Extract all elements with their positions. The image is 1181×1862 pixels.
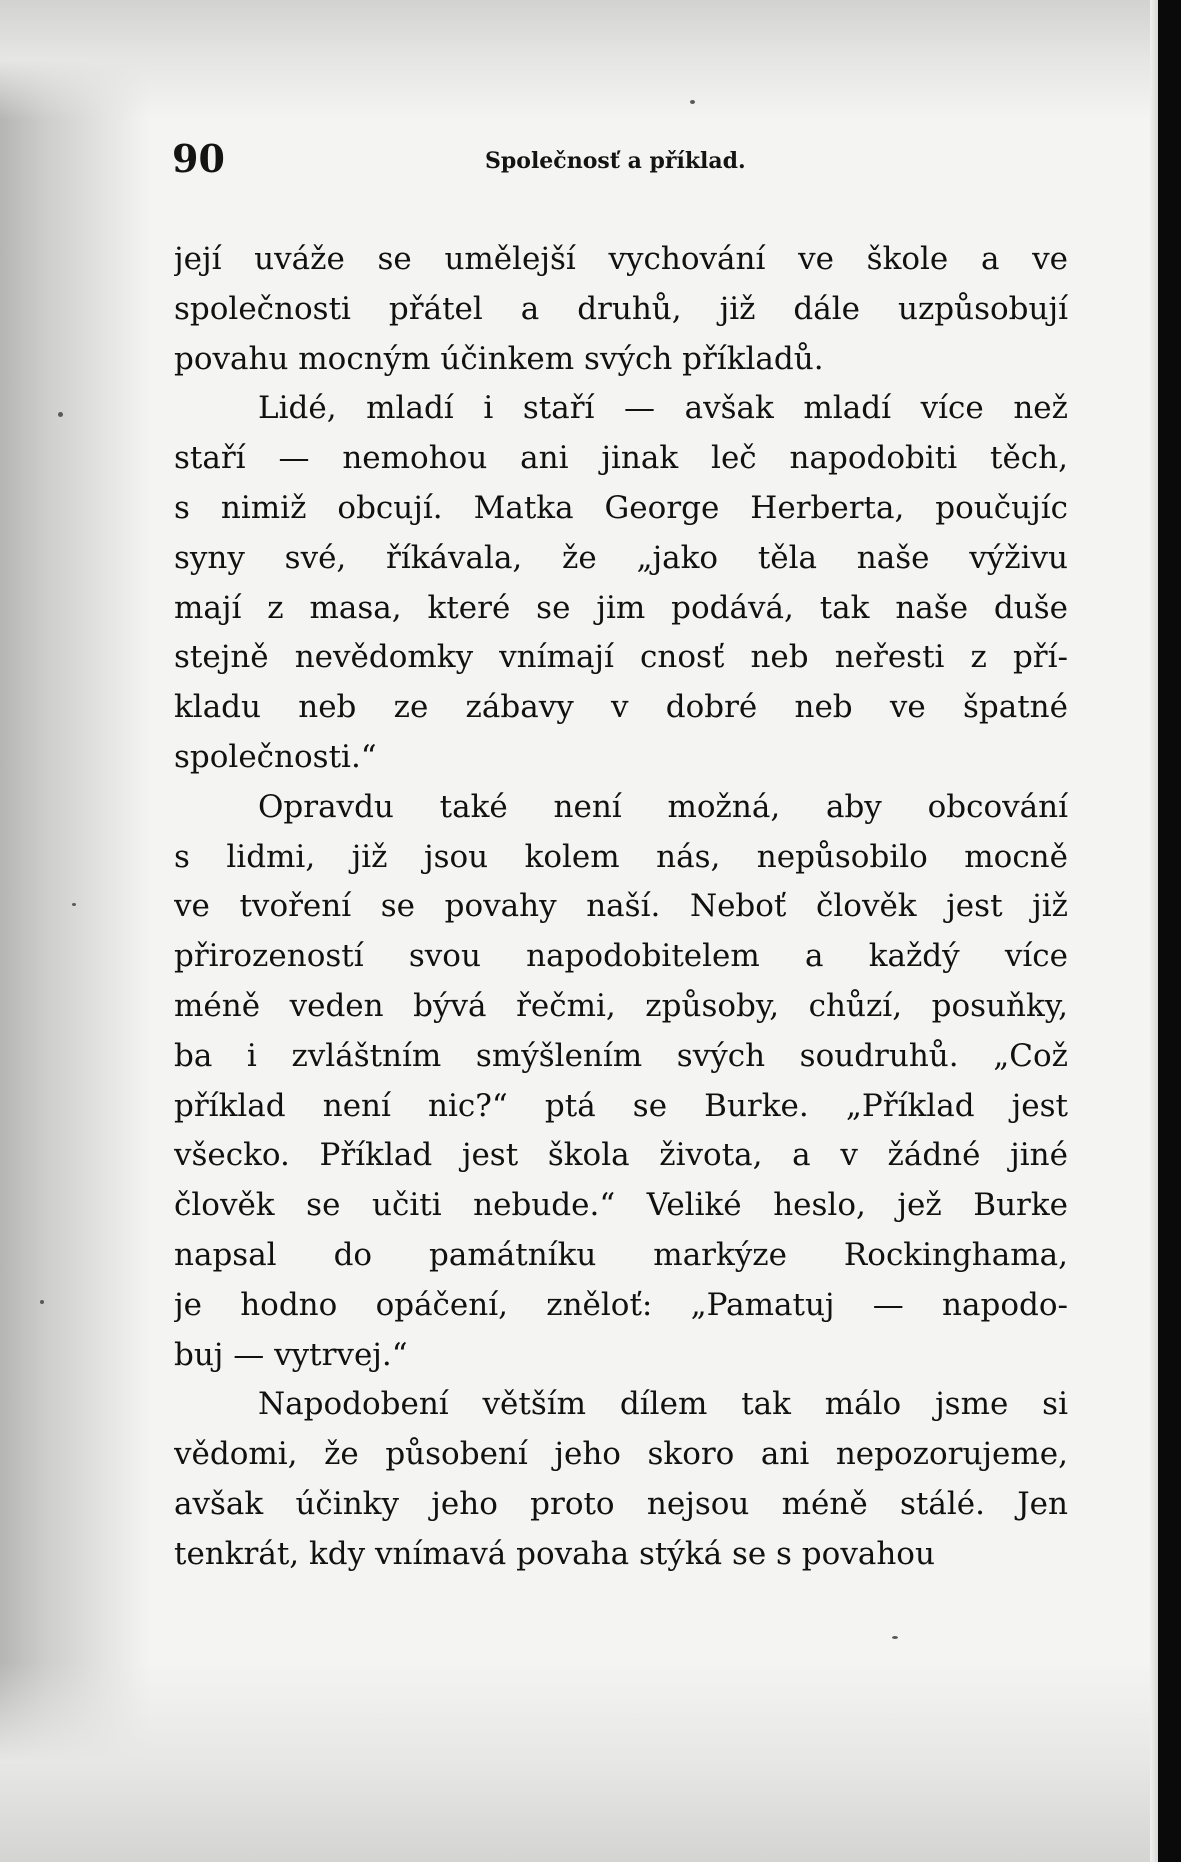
text-line: mají z masa, které se jim podává, tak naše duše xyxy=(174,589,1068,626)
scan-shading-left xyxy=(0,0,150,1862)
text-line: je hodno opáčení, zněloť: „Pamatuj — napodo- xyxy=(174,1286,1068,1323)
text-line: staří — nemohou ani jinak leč napodobiti těch, xyxy=(174,440,1068,477)
text-line: buj — vytrvej.“ xyxy=(174,1336,408,1373)
paragraph xyxy=(174,1380,1068,1579)
scan-speck xyxy=(892,1636,898,1639)
scan-speck xyxy=(40,1300,44,1304)
scan-shading-top xyxy=(0,0,1181,120)
scan-shading-bottom xyxy=(0,1662,1181,1862)
page-header xyxy=(172,134,1072,184)
text-line: tenkrát, kdy vnímavá povaha stýká se s povahou xyxy=(174,1535,935,1572)
text-line: společnosti.“ xyxy=(174,738,377,775)
text-line: avšak účinky jeho proto nejsou méně stálé. Jen xyxy=(174,1485,1068,1522)
text-line: Lidé, mladí i staří — avšak mladí více než xyxy=(258,390,1068,427)
text-line: přirozeností svou napodobitelem a každý více xyxy=(174,938,1068,975)
text-line: Opravdu také není možná, aby obcování xyxy=(258,788,1068,825)
text-line: Napodobení větším dílem tak málo jsme si xyxy=(258,1386,1068,1423)
paragraph xyxy=(174,783,1068,1381)
page-gutter xyxy=(1150,0,1158,1862)
text-line: všecko. Příklad jest škola života, a v žádné jiné xyxy=(174,1137,1068,1174)
page-number: 90 xyxy=(172,136,225,181)
text-line: stejně nevědomky vnímají cnosť neb neřesti z pří- xyxy=(174,639,1068,676)
scan-speck xyxy=(690,100,695,104)
text-line: ba i zvláštním smýšlením svých soudruhů. „Což xyxy=(174,1037,1068,1074)
text-line: syny své, říkávala, že „jako těla naše výživu xyxy=(174,539,1068,576)
body-text xyxy=(174,235,1068,1580)
text-line: její uváže se umělejší vychování ve škole a ve xyxy=(174,241,1068,277)
text-line: příklad není nic?“ ptá se Burke. „Příklad jest xyxy=(174,1087,1068,1124)
paragraph xyxy=(174,384,1068,782)
text-line: povahu mocným účinkem svých příkladů. xyxy=(174,340,824,377)
text-line: s lidmi, již jsou kolem nás, nepůsobilo mocně xyxy=(174,838,1068,875)
scan-speck xyxy=(58,412,63,417)
text-line: vědomi, že působení jeho skoro ani nepozorujeme, xyxy=(174,1436,1068,1473)
text-line: napsal do památníku markýze Rockinghama, xyxy=(174,1236,1068,1273)
text-line: kladu neb ze zábavy v dobré neb ve špatné xyxy=(174,689,1068,726)
running-head: Společnosť a příklad. xyxy=(485,148,746,174)
text-line: ve tvoření se povahy naší. Neboť člověk jest již xyxy=(174,888,1068,925)
text-line: s nimiž obcují. Matka George Herberta, poučujíc xyxy=(174,489,1068,526)
binding-edge xyxy=(1158,0,1181,1862)
text-line: společnosti přátel a druhů, již dále uzpůsobují xyxy=(174,290,1068,327)
text-line: člověk se učiti nebude.“ Veliké heslo, jež Burke xyxy=(174,1187,1068,1224)
paragraph xyxy=(174,235,1068,384)
scan-speck xyxy=(72,903,76,906)
text-line: méně veden bývá řečmi, způsoby, chůzí, posuňky, xyxy=(174,987,1068,1024)
